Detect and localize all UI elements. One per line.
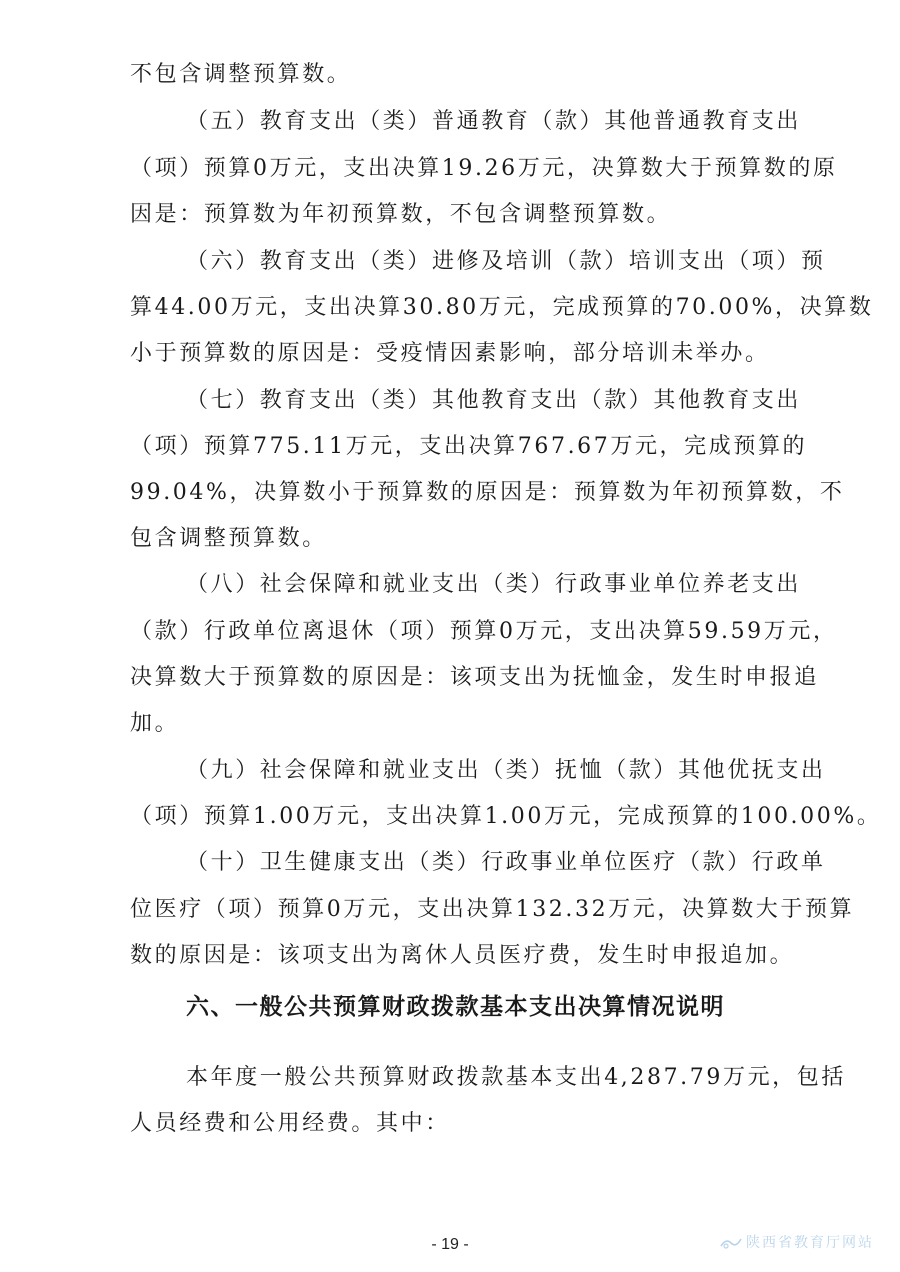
text-line: （款）行政单位离退休（项）预算0万元，支出决算59.59万元， — [130, 619, 838, 644]
text-line: （八）社会保障和就业支出（类）行政事业单位养老支出 — [186, 572, 802, 597]
text-line: 不包含调整预算数。 — [130, 62, 352, 87]
page-number: - 19 - — [431, 1236, 469, 1253]
text-line: 位医疗（项）预算0万元，支出决算132.32万元，决算数大于预算 — [130, 897, 855, 922]
text-line: （十）卫生健康支出（类）行政事业单位医疗（款）行政单 — [186, 850, 826, 875]
text-line: 本年度一般公共预算财政拨款基本支出4,287.79万元，包括 — [186, 1065, 846, 1090]
text-line: 小于预算数的原因是：受疫情因素影响，部分培训未举办。 — [130, 341, 770, 366]
text-line: （九）社会保障和就业支出（类）抚恤（款）其他优抚支出 — [186, 758, 826, 783]
text-line: （项）预算0万元，支出决算19.26万元，决算数大于预算数的原 — [130, 156, 838, 181]
text-line: （七）教育支出（类）其他教育支出（款）其他教育支出 — [186, 388, 802, 413]
text-line: 数的原因是：该项支出为离休人员医疗费，发生时申报追加。 — [130, 943, 795, 968]
site-watermark — [720, 1232, 874, 1252]
text-line: 算44.00万元，支出决算30.80万元，完成预算的70.00%，决算数 — [130, 295, 874, 320]
watermark-text: 陕西省教育厅网站 — [746, 1235, 874, 1251]
text-line: 加。 — [130, 711, 180, 736]
text-line: （项）预算775.11万元，支出决算767.67万元，完成预算的 — [130, 434, 808, 459]
text-line: 包含调整预算数。 — [130, 526, 327, 551]
section-heading: 六、一般公共预算财政拨款基本支出决算情况说明 — [186, 994, 725, 1020]
text-line: 人员经费和公用经费。其中： — [130, 1111, 450, 1136]
text-line: 因是：预算数为年初预算数，不包含调整预算数。 — [130, 202, 672, 227]
text-line: （项）预算1.00万元，支出决算1.00万元，完成预算的100.00%。 — [130, 804, 882, 829]
watermark-logo-icon — [720, 1236, 742, 1250]
text-line: （六）教育支出（类）进修及培训（款）培训支出（项）预 — [186, 249, 826, 274]
text-line: 决算数大于预算数的原因是：该项支出为抚恤金，发生时申报追 — [130, 665, 819, 690]
text-line: 99.04%，决算数小于预算数的原因是：预算数为年初预算数，不 — [130, 480, 845, 505]
text-line: （五）教育支出（类）普通教育（款）其他普通教育支出 — [186, 109, 802, 134]
